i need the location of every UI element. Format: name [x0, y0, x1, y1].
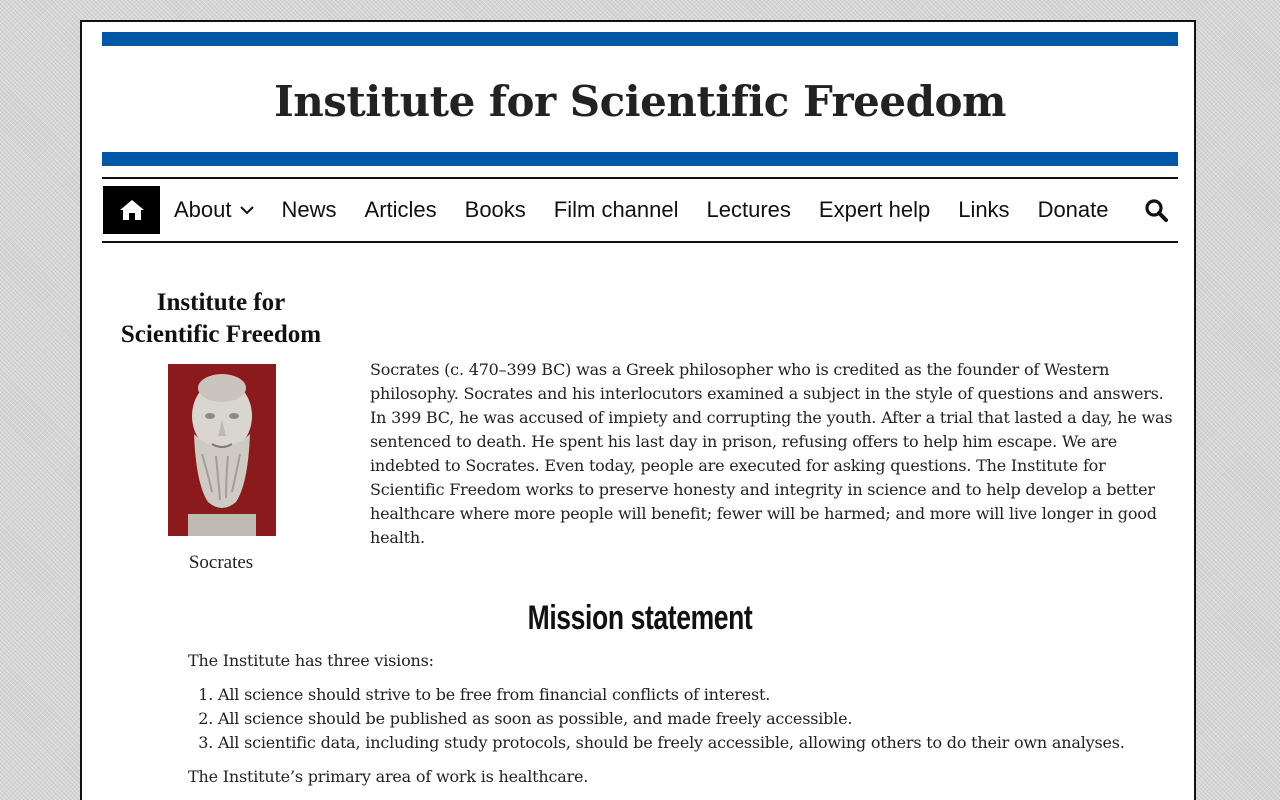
mission-outro: The Institute’s primary area of work is healthcare. — [188, 767, 589, 786]
home-icon — [119, 199, 145, 221]
mission-intro: The Institute has three visions: — [188, 651, 434, 670]
logo-line-1: Institute for — [156, 289, 286, 316]
logo-caption: Socrates — [188, 552, 254, 573]
nav-item-lectures[interactable] — [693, 197, 805, 223]
logo-line-2: Scientific Freedom — [120, 321, 322, 348]
nav-item-label: Film channel — [553, 197, 679, 222]
list-item: 3. All scientific data, including study protocols, should be freely accessible, allowing others to do their own analyses. — [218, 731, 1125, 755]
nav-item-books[interactable] — [451, 197, 540, 223]
mission-title: Mission statement — [527, 599, 753, 637]
main-navigation — [102, 177, 1178, 243]
page-container — [80, 20, 1196, 800]
nav-home-button[interactable] — [103, 186, 160, 234]
nav-item-film-channel[interactable] — [540, 197, 693, 223]
nav-item-donate[interactable] — [1024, 197, 1123, 223]
nav-item-label: News — [281, 197, 337, 222]
nav-item-expert-help[interactable] — [805, 197, 944, 223]
socrates-bust-image — [168, 364, 276, 536]
nav-item-about[interactable] — [160, 197, 268, 223]
intro-paragraph: Socrates (c. 470–399 BC) was a Greek philosopher who is credited as the founder of Western philosophy. Socrates and his interlocutors examined a subject in the style of questions and answers. In 399 BC, he was accused of impiety and corrupting the youth. After a trial that lasted a day, he was sentenced to death. He spent his last day in prison, refusing offers to help him escape. We are indebted to Socrates. Even today, people are executed for asking questions. The Institute for Scientific Freedom works to preserve honesty and integrity in science and to help develop a better healthcare where more people will benefit; fewer will be harmed; and more will live longer in good health. — [370, 360, 1173, 547]
nav-item-links[interactable] — [944, 197, 1023, 223]
site-title[interactable]: Institute for Scientific Freedom — [274, 77, 1006, 126]
nav-item-label: Lectures — [706, 197, 791, 222]
socrates-logo — [110, 286, 332, 576]
nav-item-label: Links — [958, 197, 1010, 222]
nav-item-label: About — [174, 197, 232, 222]
list-item: 1. All science should strive to be free from financial conflicts of interest. — [218, 683, 1125, 707]
nav-item-news[interactable] — [268, 197, 351, 223]
search-button[interactable] — [1140, 198, 1172, 222]
nav-item-label: Expert help — [818, 197, 931, 222]
nav-item-label: Donate — [1037, 197, 1109, 222]
nav-item-label: Books — [464, 197, 526, 222]
nav-item-label: Articles — [364, 197, 437, 222]
search-icon — [1144, 198, 1168, 222]
list-item: 2. All science should be published as soon as possible, and made freely accessible. — [218, 707, 1125, 731]
nav-item-articles[interactable] — [351, 197, 451, 223]
header-bottom-bar — [102, 152, 1178, 166]
visions-list — [188, 683, 1125, 755]
header-top-bar — [102, 32, 1178, 46]
chevron-down-icon — [240, 206, 254, 215]
